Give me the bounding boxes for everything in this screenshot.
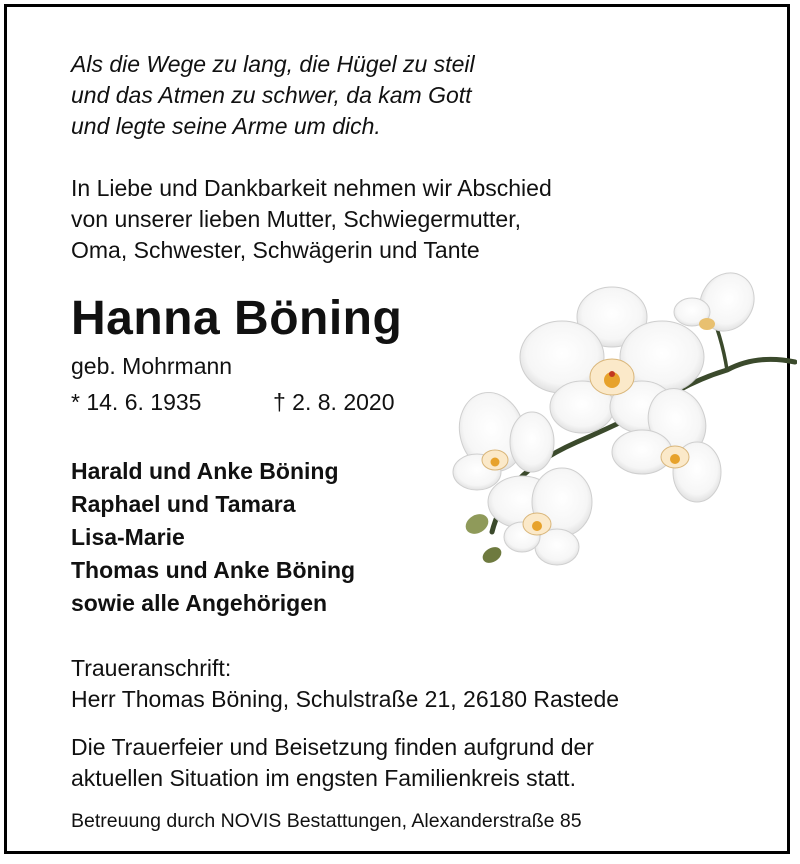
deceased-name: Hanna Böning — [71, 292, 403, 345]
mourner: sowie alle Angehörigen — [71, 590, 328, 616]
orchid-icon — [437, 262, 797, 582]
poem-line: und legte seine Arme um dich. — [71, 113, 381, 139]
poem — [71, 49, 475, 142]
birth-date: * 14. 6. 1935 — [71, 389, 202, 415]
mourners-list — [71, 455, 355, 620]
maiden-name: geb. Mohrmann — [71, 353, 233, 379]
poem-line: Als die Wege zu lang, die Hügel zu steil — [71, 51, 475, 77]
poem-line: und das Atmen zu schwer, da kam Gott — [71, 82, 472, 108]
intro-text — [71, 173, 552, 266]
funeral-home-credit: Betreuung durch NOVIS Bestattungen, Alexanderstraße 85 — [71, 810, 582, 832]
death-date: † 2. 8. 2020 — [273, 389, 395, 415]
intro-line: In Liebe und Dankbarkeit nehmen wir Abschied — [71, 175, 552, 201]
mourner: Lisa-Marie — [71, 524, 185, 550]
mourner: Raphael und Tamara — [71, 491, 296, 517]
mourner: Thomas und Anke Böning — [71, 557, 356, 583]
ceremony-note — [71, 732, 594, 794]
obituary-notice — [4, 4, 790, 854]
intro-line: Oma, Schwester, Schwägerin und Tante — [71, 237, 480, 263]
address-value: Herr Thomas Böning, Schulstraße 21, 26180 Rastede — [71, 686, 620, 712]
intro-line: von unserer lieben Mutter, Schwiegermutter, — [71, 206, 522, 232]
ceremony-line: Die Trauerfeier und Beisetzung finden aufgrund der — [71, 734, 594, 760]
mourner: Harald und Anke Böning — [71, 458, 339, 484]
ceremony-line: aktuellen Situation im engsten Familienkreis statt. — [71, 765, 576, 791]
address-label: Traueranschrift: — [71, 655, 232, 681]
